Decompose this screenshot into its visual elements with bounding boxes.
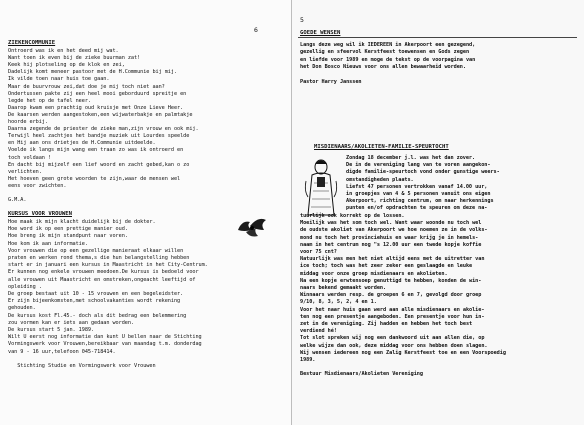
text-line: Wilt U eerst nog informatie dan kunt U bellen naar de Stichting [8,334,202,341]
text-line: Ondertussen pakte zij een heel mooi geborduurd spreitje en [8,90,187,97]
text-line: verlichten. [8,168,42,175]
text-line: Pastor Harry Janssen [300,78,362,85]
text-line: alle vrouwen uit Maastricht en omstreken,ongeacht leeftijd of [8,276,196,283]
text-line: Winnaars werden resp. de groepen 6 en 7, gevolgd door groep [300,292,482,299]
text-line: Voelde ik langs mijn wang een traan zo was ik ontroerd en [8,147,184,154]
text-line: gezellig en sfeervol Kerstfeest toewensen en Gods zegen [300,49,470,56]
text-line: ten nog een presentje aangeboden. Een presentje voor hun in- [300,313,485,320]
text-line: De kursus start 5 jan. 1989. [8,327,95,333]
divider [298,37,577,38]
text-line: Liefst 47 personen vertrokken vanaf 14.00 uur, [346,183,488,190]
text-line: Stichting Studie en Vormingswerk voor Vrouwen [8,363,156,369]
text-line: 1989. [300,357,316,363]
text-line: Moeilijk was het som toch wel. Want waar woonde nu toch wel [300,220,482,227]
text-line: Ik vilde toen naar huis toe gaan. [8,76,110,83]
text-line: De kaarsen werden aangestoken,een wijwaterbakje en palmtakje [8,111,193,118]
text-line: ice toch; toch was het zeer zeker een geslaagde en leuke [300,263,473,270]
text-line: voor 75 cnt? [300,249,337,255]
text-line: start er in januari een kursus in Maastricht in het City-Centrum. [8,262,208,269]
text-line: naars bekend gemaakt worden. [300,285,387,291]
text-line: Na een kopje erwtensoep genuttigd te hebben, konden de win- [300,277,482,284]
text-line: Dadelijk komt meneer pastoor met de H.Communie bij mij. [8,69,178,76]
text-line: legde het op de tafel neer. [8,97,91,104]
text-line: in groepjes van 4 & 5 personen vanuit ons eigen [346,191,491,197]
text-line: digde familie-speurtoch vond onder gunstige weers- [346,169,500,176]
text-line: De groep bestaat uit 10 - 15 vrouwen en een begeleidster. [8,291,184,297]
text-line: Akerpoort, richting centrum, om naar herkennings [346,198,494,205]
section-heading-ziekencommunie: ZIEKENCOMMUNIE [8,40,56,46]
text-line: Voor het naar huis gaan werd aan alle misdienaars en akolie- [300,306,485,313]
text-line: van 9 - 16 uur,telefoon 045-718414. [8,348,116,355]
right-page [291,0,584,425]
section-heading-misdienaars: MISDIENAARS/AKOLIETEN-FAMILIE-SPEURTOCHT [314,144,449,150]
priest-illustration-icon [300,157,342,221]
text-line: De in de vereniging lang van te voren aangekon- [346,162,491,169]
text-line: Hoe word ik op een prettige manier oud. [8,226,128,233]
page-number: 5 [300,16,304,24]
text-line: Want toen ik even bij de zieke buurman zat! [8,55,141,62]
text-line: opleiding . [8,283,42,290]
text-line: Tot slot spreken wij nog een dankwoord uit aan allen die, op [300,335,485,342]
text-line: Maar de buurvrouw zei,dat doe je mij toch niet aan? [8,83,165,90]
text-line: En dacht bij mijzelf een lief woord en zacht gebed,kan o zo [8,161,190,168]
text-line: Zondag 18 december j.l. was het dan zover. [346,155,476,161]
text-line: Ontroerd was ik en het deed mij wat. [8,48,119,54]
text-line: de oudste akoliet van Akerpoort we hoe noemen ze in de volks- [300,227,488,234]
text-line: zet in de vereniging. Zij hadden en hebben het toch best [300,321,473,327]
section-heading-goede-wensen: GOEDE WENSEN [300,30,341,36]
text-line: 9/10, 8, 3, 5, 2, 4 en 1. [300,299,377,306]
page-number: 6 [254,26,258,34]
text-line: mond nu toch het provinciehuis en waar krijg je in hemels- [300,234,479,241]
text-line: Keek hij plotseling op de klok en zei, [8,62,125,69]
text-line: tuurlijk ook korrekt op de lossen. [300,213,405,219]
text-line: het Don Bosco Nieuws voor ons allen bewaarheid worden. [300,63,466,70]
text-line: Hoe kom ik aan informatie. [8,240,88,247]
text-line: Wij wensen iedereen nog een Zalig Kerstfeest toe en een Voorspoedig [300,349,506,356]
text-line: punten en/of opdrachten te speuren om deze na- [346,205,488,212]
text-line: omstandigheden plaats. [346,176,414,183]
text-line: en liefde voor 1989 en moge de tekst op de voorpagina van [300,56,476,63]
text-line: toch voldaan ! [8,154,52,161]
text-line: Er kunnen nog enkele vrouwen meedoen.De kursus is bedoeld voor [8,269,199,276]
text-line: Vormingswerk voor Vrouwen,bereikbaar van maandag t.m. donderdag [8,341,202,348]
text-line: Daarop kwam een prachtig oud kruisje met Onze Lieve Heer. [8,104,184,111]
text-line: zou vormen kan er iets aan gedaan worden. [8,319,134,326]
text-line: verdiend hé! [300,328,337,335]
text-line: Het hoeven geen grote woorden te zijn,waar de mensen wel [8,175,181,182]
text-line: G.M.A. [8,197,27,204]
holly-decoration-icon [232,212,272,242]
text-line: praten en werken rond thema,s die hun belangstelling hebben [8,255,190,261]
text-line: Er zijn bijeenkomsten,met schoolvakanties wordt rekening [8,298,181,305]
text-line: en Hij aan ons drietjes de H.Communie uitdeelde. [8,140,156,147]
text-line: Langs deze weg wil ik IEDEREEN in Akerpoort een gezegend, [300,42,476,48]
text-line: Terwijl heel zachtjes het bandje muziek uit Lourdes speelde [8,133,190,140]
text-line: Daarna zegende de priester de zieke man,zijn vrouw en ook mij. [8,126,199,133]
text-line: middag voor onze groep misdienaars en akolieten. [300,270,448,277]
text-line: Natuurlijk was men het niet altijd eens met de uitretter van [300,256,485,263]
text-line: hoorde erbij. [8,119,48,125]
text-line: De kursus kost Fl.45.- doch als dit bedrag een belemmering [8,312,187,319]
text-line: Voor vrouwen die op een gezellige manieraat elkaar willen [8,247,184,254]
text-line: Hoe breng ik mijn standpunt naar voren. [8,233,128,240]
text-line: gehouden. [8,305,36,312]
text-line: eens voor zwichten. [8,182,67,189]
left-page [0,0,291,425]
section-heading-kursus: KURSUS VOOR VROUWEN [8,211,72,217]
text-line: welke wijze dan ook, deze middag voor ons hebben doen slagen. [300,342,488,349]
text-line: naam in het centrum nog "s 12.00 uur een twede kopje koffie [300,241,482,248]
text-line: Bestuur Misdienaars/Akolieten Vereniging [300,371,423,378]
text-line: Hoe maak ik mijn klacht duidelijk bij de dokter. [8,219,156,225]
